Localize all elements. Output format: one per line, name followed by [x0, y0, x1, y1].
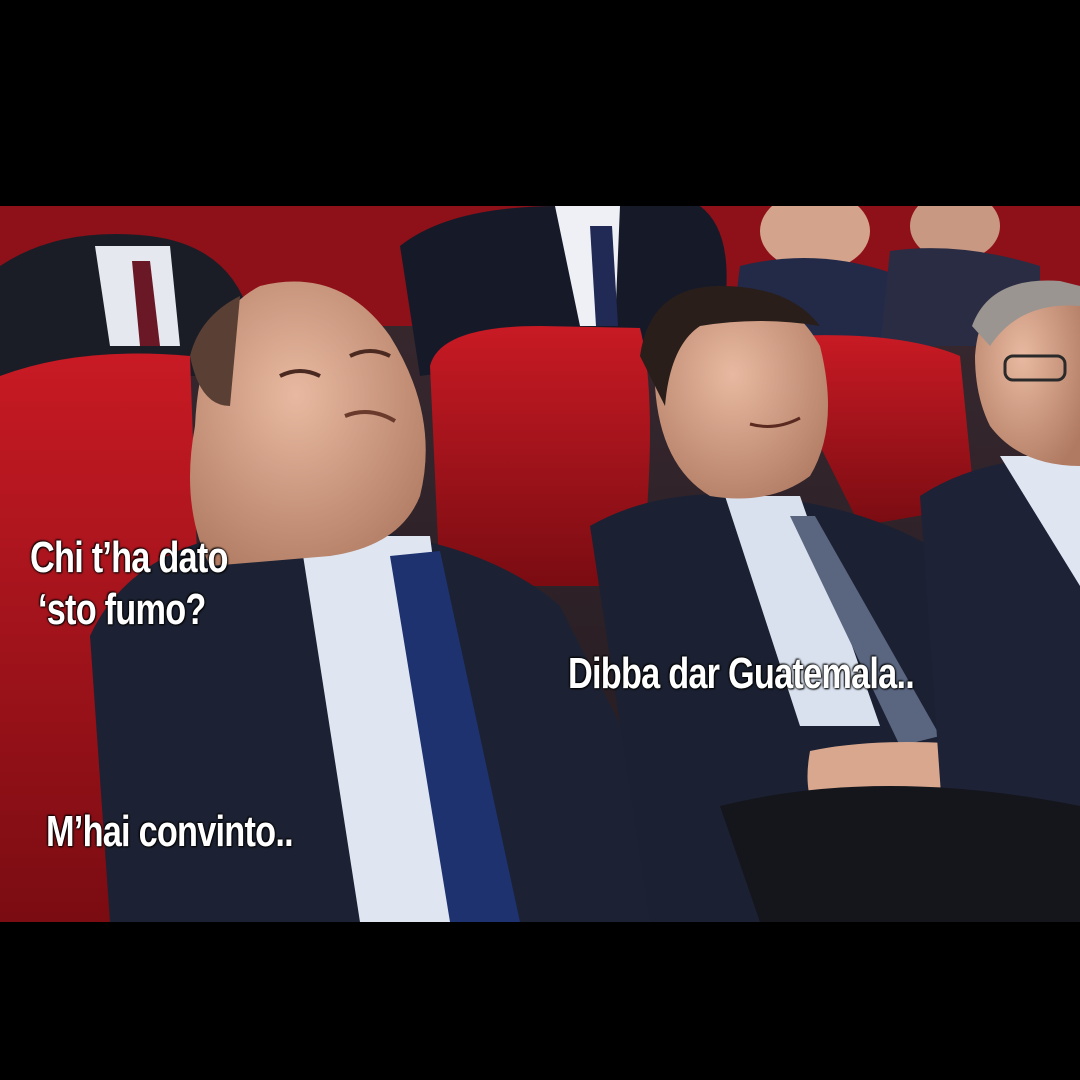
caption-line-3: Dibba dar Guatemala.. — [568, 649, 914, 698]
caption-line-1: Chi t’ha dato — [30, 533, 228, 582]
foreground-legs — [720, 786, 1080, 922]
caption-line-4: M’hai convinto.. — [46, 807, 293, 856]
caption-line-2: ‘sto fumo? — [38, 585, 206, 634]
